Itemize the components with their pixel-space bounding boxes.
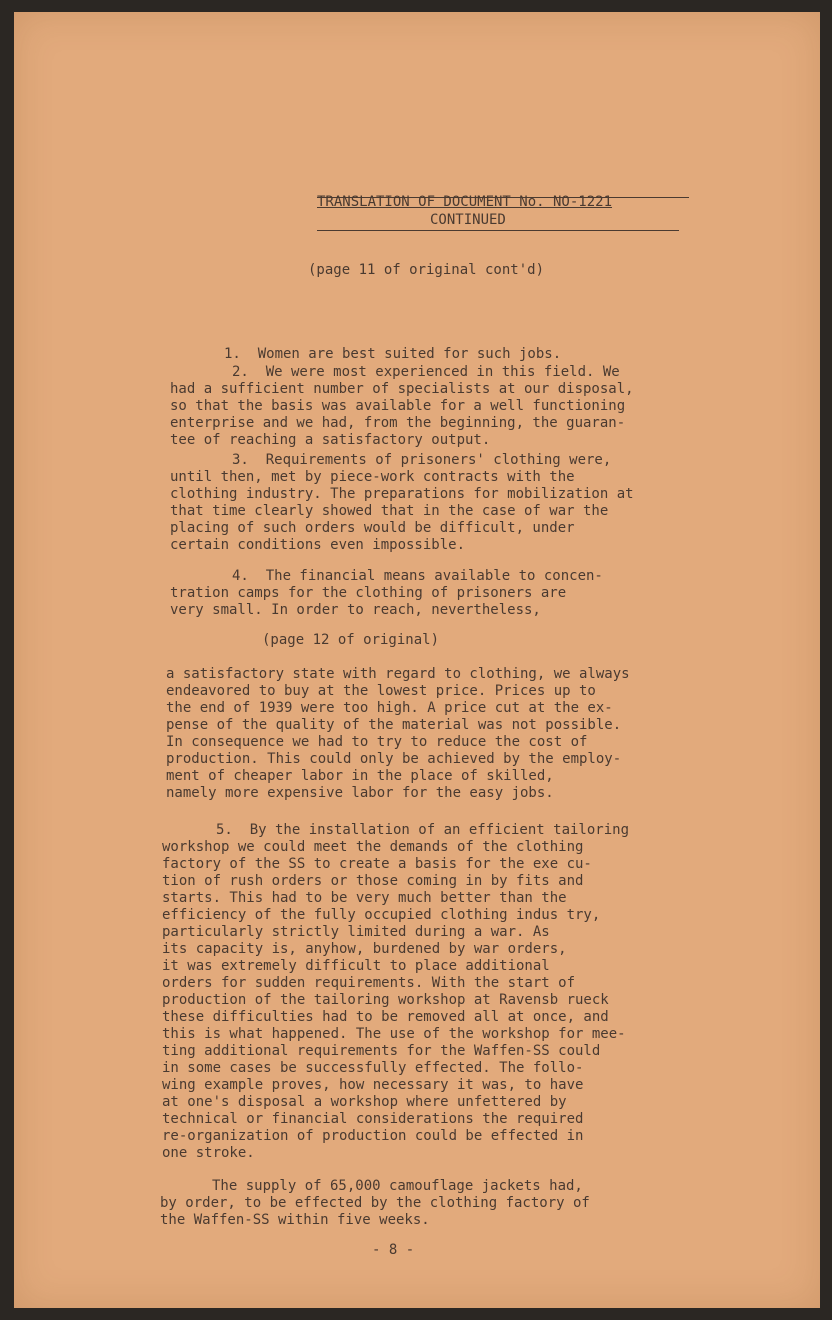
paragraph-line: clothing industry. The preparations for mobilization at — [170, 486, 634, 502]
paragraph-line: 5. By the installation of an efficient tailoring — [216, 822, 630, 838]
paragraph-6 — [160, 1178, 810, 1238]
paragraph-line: had a sufficient number of specialists at our disposal, — [170, 381, 634, 397]
paragraph-line: 2. We were most experienced in this field. We — [232, 364, 620, 380]
paragraph-line: The supply of 65,000 camouflage jackets had, — [212, 1178, 583, 1194]
paragraph-line: production of the tailoring workshop at Ravensb rueck — [162, 992, 609, 1008]
paragraph-line: enterprise and we had, from the beginning, the guaran- — [170, 415, 626, 431]
paragraph-3 — [170, 452, 810, 562]
paragraph-line: placing of such orders would be difficult, under — [170, 520, 575, 536]
paragraph-line: ment of cheaper labor in the place of skilled, — [166, 768, 554, 784]
paragraph-line: a satisfactory state with regard to clothing, we always — [166, 666, 630, 682]
paragraph-line: tee of reaching a satisfactory output. — [170, 432, 491, 448]
paragraph-4 — [170, 568, 810, 628]
paragraph-line: in some cases be successfully effected. The follo- — [162, 1060, 584, 1076]
paragraph-line: technical or financial considerations the required — [162, 1111, 584, 1127]
paragraph-line: tration camps for the clothing of prisoners are — [170, 585, 567, 601]
paragraph-line: the Waffen-SS within five weeks. — [160, 1212, 430, 1228]
paragraph-2 — [170, 364, 810, 454]
paragraph-line: efficiency of the fully occupied clothing indus try, — [162, 907, 601, 923]
paragraph-line: these difficulties had to be removed all at once, and — [162, 1009, 609, 1025]
paragraph-line: pense of the quality of the material was not possible. — [166, 717, 622, 733]
page-note-11: (page 11 of original cont'd) — [308, 262, 545, 278]
paragraph-line: until then, met by piece-work contracts with the — [170, 469, 575, 485]
paragraph-line: by order, to be effected by the clothing factory of — [160, 1195, 590, 1211]
paragraph-line: the end of 1939 were too high. A price cut at the ex- — [166, 700, 613, 716]
paragraph-line: starts. This had to be very much better than the — [162, 890, 567, 906]
paragraph-line: re-organization of production could be effected in — [162, 1128, 584, 1144]
paragraph-line: particularly strictly limited during a war. As — [162, 924, 550, 940]
header-bottom-rule — [317, 230, 679, 231]
paragraph-line: certain conditions even impossible. — [170, 537, 466, 553]
paragraph-5 — [162, 822, 812, 1162]
paragraph-line: workshop we could meet the demands of the clothing — [162, 839, 584, 855]
page-note-12: (page 12 of original) — [262, 632, 440, 648]
paragraph-line: 3. Requirements of prisoners' clothing were, — [232, 452, 612, 468]
paragraph-line: at one's disposal a workshop where unfettered by — [162, 1094, 567, 1110]
page-number: - 8 - — [372, 1242, 415, 1258]
paragraph-line: wing example proves, how necessary it was, to have — [162, 1077, 584, 1093]
paragraph-line: very small. In order to reach, nevertheless, — [170, 602, 541, 618]
document-subtitle: CONTINUED — [430, 212, 506, 228]
paragraph-line: its capacity is, anyhow, burdened by war orders, — [162, 941, 567, 957]
paragraph-line: orders for sudden requirements. With the start of — [162, 975, 576, 991]
paragraph-1: 1. Women are best suited for such jobs. — [224, 346, 562, 362]
paragraph-line: so that the basis was available for a well functioning — [170, 398, 626, 414]
paragraph-line: one stroke. — [162, 1145, 255, 1161]
document-title: TRANSLATION OF DOCUMENT No. NO-1221 — [317, 194, 613, 210]
paragraph-line: 4. The financial means available to concen- — [232, 568, 603, 584]
paragraph-line: it was extremely difficult to place additional — [162, 958, 550, 974]
paragraph-line: endeavored to buy at the lowest price. Prices up to — [166, 683, 596, 699]
paragraph-line: tion of rush orders or those coming in by fits and — [162, 873, 584, 889]
paragraph-4-continued — [166, 666, 816, 806]
paragraph-line: factory of the SS to create a basis for the exe cu- — [162, 856, 592, 872]
paragraph-line: this is what happened. The use of the workshop for mee- — [162, 1026, 626, 1042]
paragraph-line: that time clearly showed that in the case of war the — [170, 503, 609, 519]
paragraph-line: In consequence we had to try to reduce the cost of — [166, 734, 588, 750]
paragraph-line: production. This could only be achieved by the employ- — [166, 751, 622, 767]
paragraph-line: ting additional requirements for the Waffen-SS could — [162, 1043, 601, 1059]
document-page — [14, 12, 820, 1308]
paragraph-line: namely more expensive labor for the easy jobs. — [166, 785, 554, 801]
